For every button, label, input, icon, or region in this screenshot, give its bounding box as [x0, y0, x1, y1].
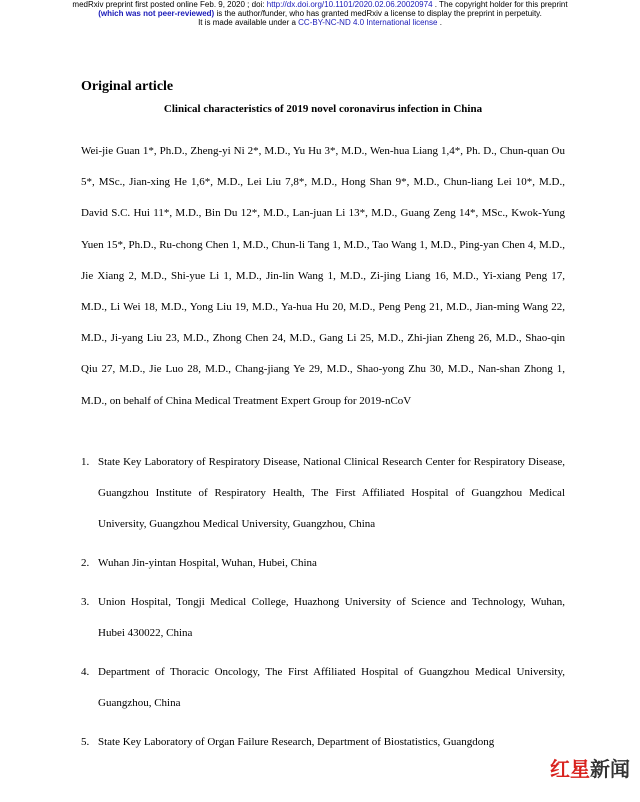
notice-text: It is made available under a: [198, 18, 299, 27]
watermark-news: 新闻: [590, 757, 630, 781]
affiliation-text: Department of Thoracic Oncology, The First Affiliated Hospital of Guangzhou Medical University, Guangzhou, China: [98, 665, 565, 709]
affiliation-number: 5.: [81, 735, 90, 748]
section-label: Original article: [81, 79, 174, 94]
affiliation-item: [81, 727, 565, 758]
notice-text: medRxiv preprint first posted online Feb. 9, 2020 ; doi:: [72, 0, 267, 9]
peer-review-note: (which was not peer-reviewed): [98, 9, 215, 18]
affiliation-text: Wuhan Jin-yintan Hospital, Wuhan, Hubei, China: [98, 556, 317, 569]
author-list: Wei-jie Guan 1*, Ph.D., Zheng-yi Ni 2*, M.D., Yu Hu 3*, M.D., Wen-hua Liang 1,4*, Ph. D., Chun-quan Ou 5*, MSc., Jian-xing He 1,6*, M.D., Lei Liu 7,8*, M.D., Hong Shan 9*, M.D., Chun-liang Lei 10*, M.D., David S.C. Hui 11*, M.D., Bin Du 12*, M.D., Lan-juan Li 13*, M.D., Guang Zeng 14*, MSc., Kwok-Yung Yuen 15*, Ph.D., Ru-chong Chen 1, M.D., Chun-li Tang 1, M.D., Tao Wang 1, M.D., Ping-yan Chen 4, M.D., Jie Xiang 2, M.D., Shi-yue Li 1, M.D., Jin-lin Wang 1, M.D., Zi-jing Liang 16, M.D., Yi-xiang Peng 17, M.D., Li Wei 18, M.D., Yong Liu 19, M.D., Ya-hua Hu 20, M.D., Peng Peng 21, M.D., Jian-ming Wang 22, M.D., Ji-yang Liu 23, M.D., Zhong Chen 24, M.D., Gang Li 25, M.D., Zhi-jian Zheng 26, M.D., Shao-qin Qiu 27, M.D., Jie Luo 28, M.D., Chang-jiang Ye 29, M.D., Shao-yong Zhu 30, M.D., Nan-shan Zhong 1, M.D., on behalf of China Medical Treatment Expert Group for 2019-nCoV: [81, 145, 565, 407]
affiliation-item: [81, 447, 565, 540]
affiliation-number: 3.: [81, 595, 90, 608]
notice-text: .: [437, 18, 442, 27]
notice-text: . The copyright holder for this preprint: [432, 0, 568, 9]
article-body: [81, 78, 565, 766]
affiliation-item: [81, 657, 565, 719]
doi-link[interactable]: http://dx.doi.org/10.1101/2020.02.06.20020974: [266, 0, 433, 9]
affiliation-number: 4.: [81, 665, 90, 678]
affiliation-list: [81, 447, 565, 758]
affiliation-text: State Key Laboratory of Respiratory Disease, National Clinical Research Center for Respiratory Disease, Guangzhou Institute of Respiratory Health, The First Affiliated Hospital of Guangzhou Medical University, Guangzhou Medical University, Guangzhou, China: [98, 455, 565, 530]
watermark-brand: 红星: [550, 757, 590, 781]
affiliation-number: 2.: [81, 556, 90, 569]
watermark-logo: [550, 753, 630, 782]
notice-line-2: [0, 9, 640, 18]
affiliation-number: 1.: [81, 455, 90, 468]
article-title: Clinical characteristics of 2019 novel coronavirus infection in China: [163, 103, 483, 115]
affiliation-text: Union Hospital, Tongji Medical College, Huazhong University of Science and Technology, Wuhan, Hubei 430022, China: [98, 595, 565, 639]
notice-text: is the author/funder, who has granted medRxiv a license to display the preprint in perpetuity.: [214, 9, 542, 18]
notice-line-1: [0, 0, 640, 9]
license-link[interactable]: CC-BY-NC-ND 4.0 International license: [298, 18, 438, 27]
affiliation-item: [81, 587, 565, 649]
affiliation-text: State Key Laboratory of Organ Failure Research, Department of Biostatistics, Guangdong: [98, 735, 495, 748]
affiliation-item: [81, 548, 565, 579]
preprint-notice: [0, 0, 640, 27]
notice-line-3: [0, 18, 640, 27]
